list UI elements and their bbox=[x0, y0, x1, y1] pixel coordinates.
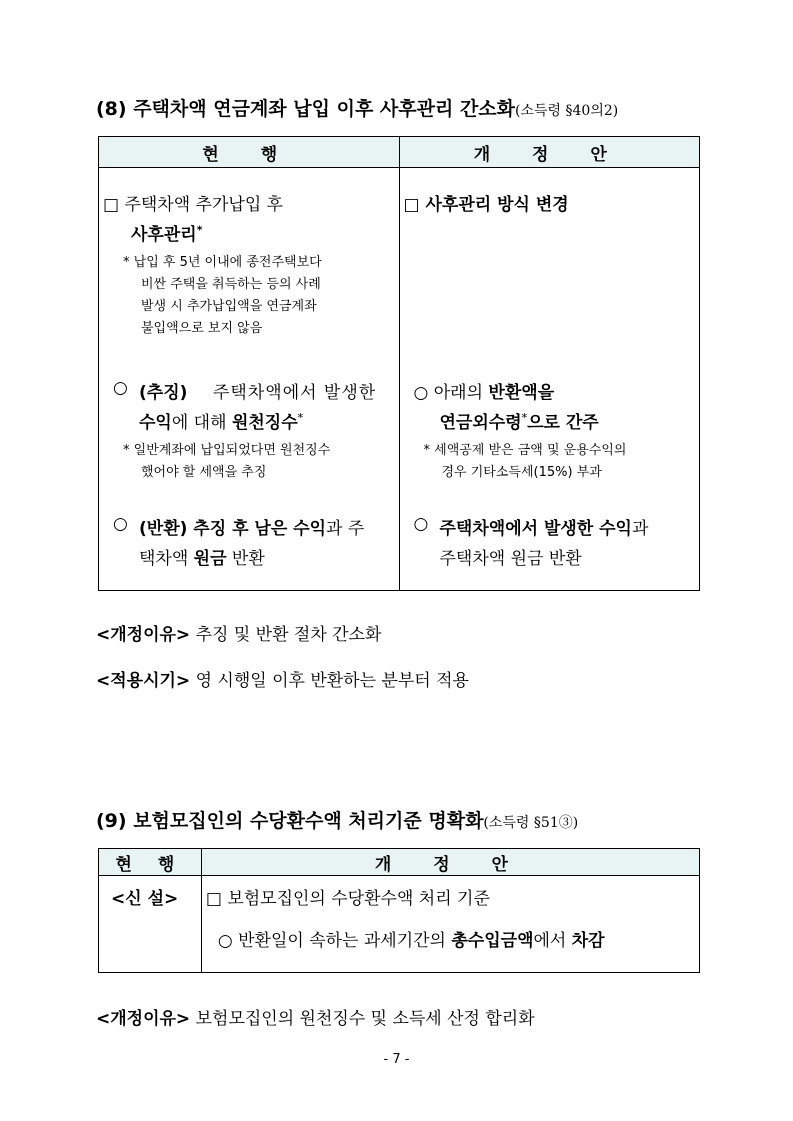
section9-title-text: (9) 보험모집인의 수당환수액 처리기준 명확화 bbox=[96, 810, 484, 832]
current-item3-line2: 택차액 원금 반환 bbox=[139, 549, 265, 569]
current-note1-line2: 비싼 주택을 취득하는 등의 사례 bbox=[141, 277, 321, 292]
section9-header-proposed: 개 정 안 bbox=[201, 849, 699, 876]
section9-line2: ○ 반환일이 속하는 과세기간의 총수입금액에서 차감 bbox=[217, 931, 605, 951]
proposed-item3-line1: 주택차액에서 발생한 수익과 bbox=[439, 519, 649, 539]
section8-ref: (소득령 §40의2) bbox=[515, 103, 619, 119]
section9-ref: (소득령 §51③) bbox=[483, 815, 579, 831]
section8-apply-text: 영 시행일 이후 반환하는 분부터 적용 bbox=[195, 671, 469, 691]
section9-title bbox=[96, 806, 578, 833]
proposed-item2-line1: ○ 아래의 반환액을 bbox=[413, 383, 555, 403]
section9-header-current: 현 행 bbox=[99, 849, 202, 876]
current-item3-line1: (반환) 추징 후 남은 수익과 주 bbox=[139, 519, 365, 539]
current-item2-label: (추징) bbox=[139, 383, 188, 403]
current-note1-line4: 불입액으로 보지 않음 bbox=[141, 321, 263, 336]
section8-proposed-cell bbox=[399, 168, 700, 591]
current-item2-line2: 수익에 대해 원천징수* bbox=[139, 411, 304, 433]
section8-reason bbox=[96, 620, 381, 645]
section8-apply bbox=[96, 666, 469, 691]
section8-table bbox=[98, 136, 700, 591]
section9-table bbox=[98, 848, 700, 973]
section8-header-current: 현 행 bbox=[99, 137, 400, 168]
section9-new-label: <신 설> bbox=[111, 889, 179, 909]
page-number: - 7 - bbox=[383, 1052, 410, 1067]
proposed-item3-bullet: ○ bbox=[413, 514, 429, 534]
section8-title-text: (8) 주택차액 연금계좌 납입 이후 사후관리 간소화 bbox=[96, 98, 516, 120]
section8-reason-label: <개정이유> bbox=[96, 625, 191, 645]
section9-current-cell bbox=[99, 876, 202, 973]
current-note1-line1: * 납입 후 5년 이내에 종전주택보다 bbox=[123, 255, 322, 270]
section9-proposed-cell bbox=[201, 876, 699, 973]
section8-apply-label: <적용시기> bbox=[96, 671, 191, 691]
section8-header-proposed: 개 정 안 bbox=[399, 137, 700, 168]
proposed-item1: □ 사후관리 방식 변경 bbox=[403, 195, 569, 215]
current-item2-bullet: ○ bbox=[113, 378, 128, 398]
current-note2-line1: * 일반계좌에 납입되었다면 원천징수 bbox=[123, 443, 331, 458]
section9-line1: □ 보험모집인의 수당환수액 처리 기준 bbox=[205, 889, 490, 909]
section9-reason bbox=[96, 1004, 535, 1029]
current-item3-bullet: ○ bbox=[113, 514, 128, 534]
section8-title bbox=[96, 94, 618, 121]
section9-reason-text: 보험모집인의 원천징수 및 소득세 산정 합리화 bbox=[195, 1009, 535, 1029]
current-item2-text: 주택차액에서 발생한 bbox=[213, 383, 377, 403]
current-note2-line2: 했어야 할 세액을 추징 bbox=[141, 465, 267, 480]
current-note1-line3: 발생 시 추가납입액을 연금계좌 bbox=[141, 299, 317, 314]
proposed-note-line2: 경우 기타소득세(15%) 부과 bbox=[441, 465, 602, 480]
proposed-item3-line2: 주택차액 원금 반환 bbox=[439, 549, 582, 569]
proposed-item2-line2: 연금외수령*으로 간주 bbox=[439, 411, 599, 433]
current-item1-bold: 사후관리* bbox=[131, 223, 203, 245]
proposed-note-line1: * 세액공제 받은 금액 및 운용수익의 bbox=[423, 443, 627, 458]
section9-reason-label: <개정이유> bbox=[96, 1009, 191, 1029]
section8-current-cell bbox=[99, 168, 400, 591]
current-item1-text: □ 주택차액 추가납입 후 bbox=[103, 195, 284, 215]
section8-reason-text: 추징 및 반환 절차 간소화 bbox=[195, 625, 382, 645]
